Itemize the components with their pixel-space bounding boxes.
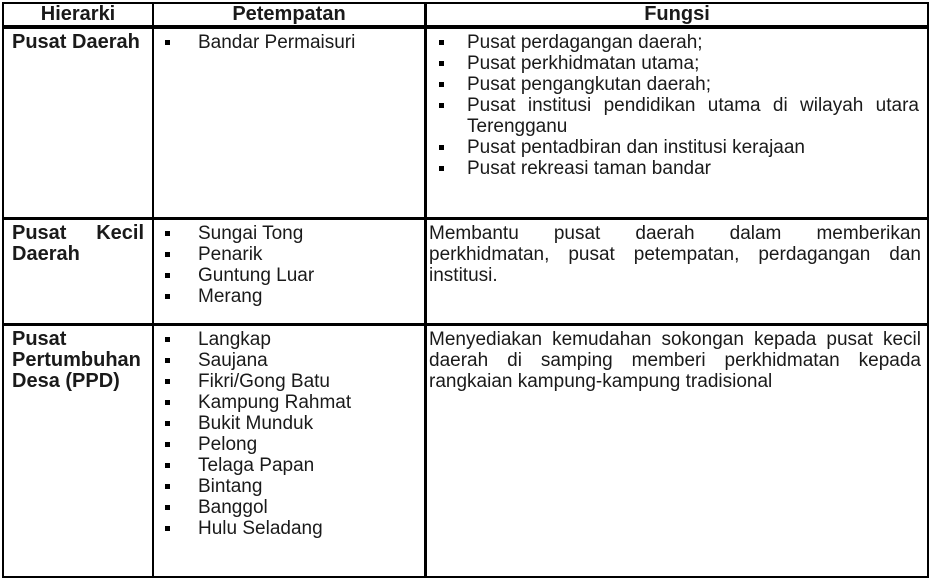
settlement-hierarchy-table [2,2,929,578]
hierarki-label: Pusat Kecil Daerah [12,222,144,265]
list-item: Pusat perkhidmatan utama; [427,53,927,74]
list-item: Langkap [154,329,424,350]
list-item: Pelong [154,434,424,455]
fungsi-cell [427,220,927,323]
table-row-pusat-daerah [4,29,927,220]
hierarki-cell [4,29,154,217]
list-item: Bukit Munduk [154,413,424,434]
hierarki-cell [4,326,154,576]
list-item: Sungai Tong [154,223,424,244]
list-item: Fikri/Gong Batu [154,371,424,392]
list-item: Pusat institusi pendidikan utama di wilayah utara Terengganu [427,95,927,137]
table-row-pusat-kecil-daerah [4,220,927,326]
column-header-label: Fungsi [644,3,710,25]
column-header-label: Petempatan [232,3,346,25]
fungsi-cell [427,326,927,576]
column-header-hierarki [4,4,154,25]
list-item: Banggol [154,497,424,518]
hierarki-label: Pusat Pertumbuhan Desa (PPD) [12,328,141,392]
table-row-pusat-pertumbuhan-desa [4,326,927,576]
hierarki-label: Pusat Daerah [12,31,140,53]
list-item: Pusat rekreasi taman bandar [427,158,927,179]
list-item: Bintang [154,476,424,497]
list-item: Hulu Seladang [154,518,424,539]
list-item: Kampung Rahmat [154,392,424,413]
list-item: Penarik [154,244,424,265]
petempatan-list [154,220,424,307]
petempatan-cell [154,29,427,217]
table-header-row [4,4,927,29]
fungsi-list [427,29,927,179]
list-item: Merang [154,286,424,307]
petempatan-list [154,29,424,53]
petempatan-list [154,326,424,539]
fungsi-cell [427,29,927,217]
petempatan-cell [154,326,427,576]
petempatan-cell [154,220,427,323]
fungsi-text: Menyediakan kemudahan sokongan kepada pusat kecil daerah di samping memberi perkhidmatan kepada rangkaian kampung-kampung tradisional [429,329,921,392]
column-header-label: Hierarki [40,3,116,25]
list-item: Pusat pentadbiran dan institusi kerajaan [427,137,927,158]
column-header-petempatan [154,4,427,25]
list-item: Pusat pengangkutan daerah; [427,74,927,95]
list-item: Bandar Permaisuri [154,32,424,53]
list-item: Pusat perdagangan daerah; [427,32,927,53]
list-item: Guntung Luar [154,265,424,286]
list-item: Telaga Papan [154,455,424,476]
fungsi-text: Membantu pusat daerah dalam memberikan perkhidmatan, pusat petempatan, perdagangan dan institusi. [429,223,921,286]
list-item: Saujana [154,350,424,371]
column-header-fungsi [427,4,927,25]
hierarki-cell [4,220,154,323]
